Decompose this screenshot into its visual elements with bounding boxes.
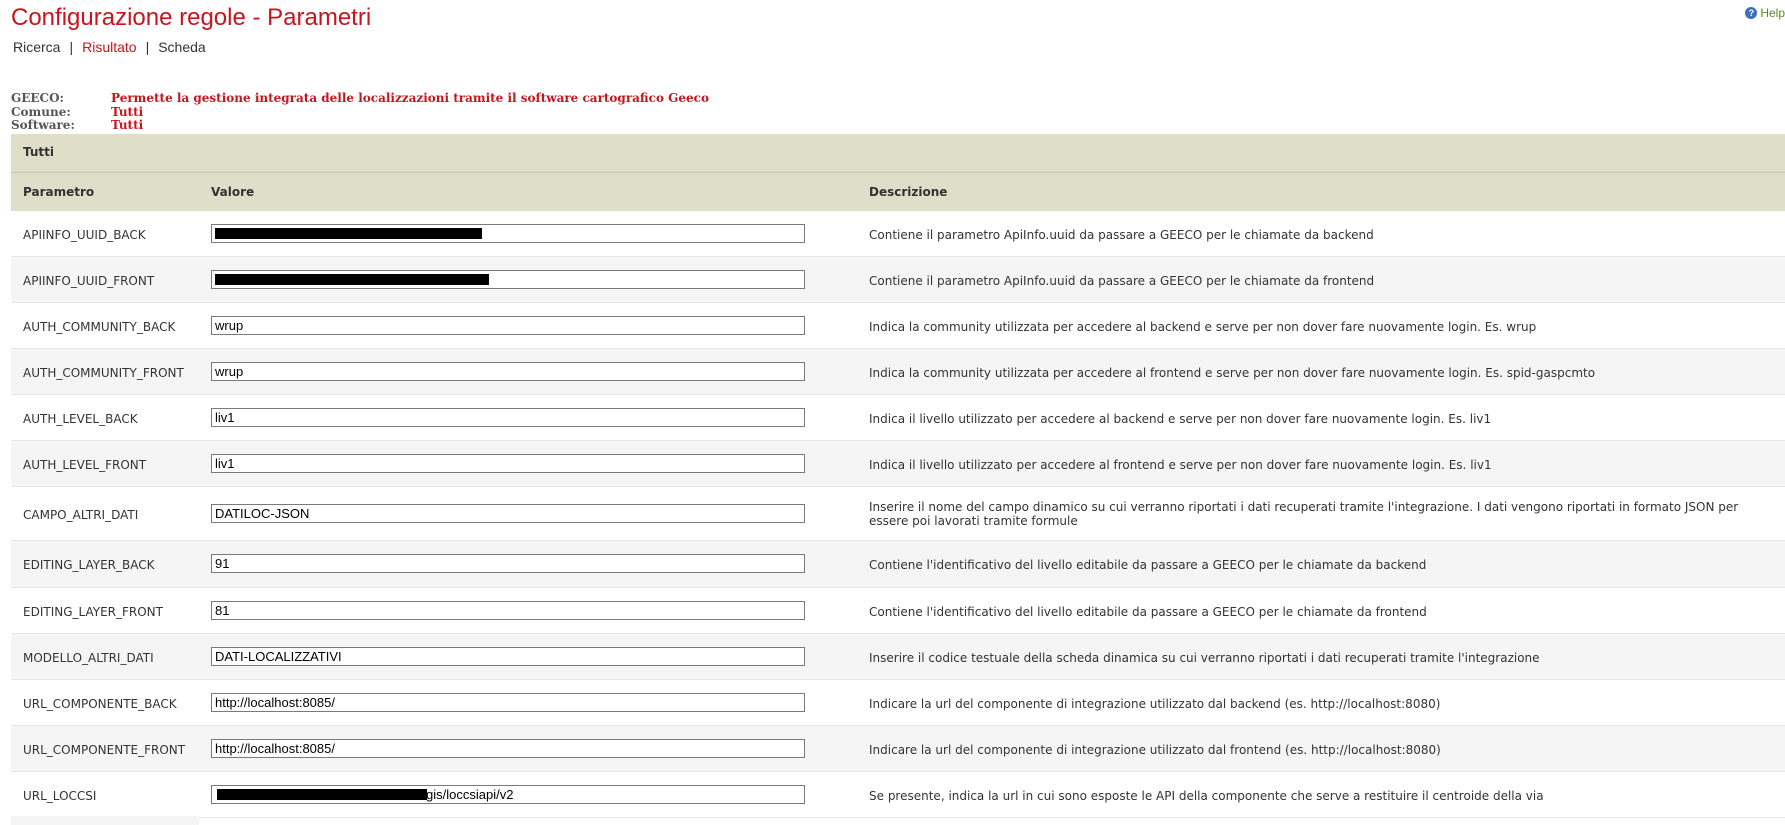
parameter-name: AUTH_LEVEL_BACK: [23, 412, 138, 426]
tab-separator: |: [145, 39, 150, 55]
question-circle-icon: ?: [1745, 7, 1757, 19]
parameter-value-input[interactable]: [211, 224, 805, 243]
geeco-value: Permette la gestione integrata delle localizzazioni tramite il software cartografico Geeco: [111, 91, 709, 105]
parameter-value-input[interactable]: [211, 316, 805, 335]
parameter-description: Contiene l'identificativo del livello editabile da passare a GEECO per le chiamate da backend: [869, 558, 1427, 572]
column-header-descrizione: Descrizione: [869, 185, 948, 199]
parameter-description: Inserire il nome del campo dinamico su cui verranno riportati i dati recuperati tramite l'integrazione. I dati vengono riportati in formato JSON per essere poi lavorati tramite formule: [869, 500, 1739, 528]
table-row: [11, 441, 1785, 487]
parameter-value-input[interactable]: [211, 647, 805, 666]
tab-ricerca[interactable]: Ricerca: [13, 39, 61, 55]
group-header: [11, 134, 1785, 173]
parameter-value-input[interactable]: [211, 739, 805, 758]
table-row: [11, 772, 1785, 818]
parameter-value-input[interactable]: [211, 270, 805, 289]
parameter-value-input[interactable]: [211, 362, 805, 381]
parameter-name: AUTH_COMMUNITY_FRONT: [23, 366, 184, 380]
column-header-parametro: Parametro: [23, 185, 95, 199]
parameter-name: MODELLO_ALTRI_DATI: [23, 651, 154, 665]
software-label: Software:: [11, 118, 75, 132]
comune-label: Comune:: [11, 104, 71, 119]
parameter-value-input[interactable]: [211, 693, 805, 712]
filter-summary: [11, 92, 709, 133]
table-row: [11, 487, 1785, 541]
parameter-value-input[interactable]: [211, 554, 805, 573]
parameter-name: AUTH_LEVEL_FRONT: [23, 458, 147, 472]
comune-value: Tutti: [111, 104, 144, 119]
page-title: Configurazione regole - Parametri: [11, 4, 372, 31]
parameter-name: URL_COMPONENTE_BACK: [23, 697, 177, 711]
parameter-description: Inserire il codice testuale della scheda dinamica su cui verranno riportati i dati recuperati tramite l'integrazione: [869, 651, 1540, 665]
parameter-description: Contiene il parametro ApiInfo.uuid da passare a GEECO per le chiamate da backend: [869, 228, 1374, 242]
table-row: [11, 541, 1785, 588]
table-row: [11, 395, 1785, 441]
geeco-label: GEECO:: [11, 91, 64, 105]
column-header-valore: Valore: [211, 185, 255, 199]
table-row: [11, 211, 1785, 257]
parameters-table: [11, 211, 1785, 818]
parameter-name: EDITING_LAYER_FRONT: [23, 605, 163, 619]
parameter-description: Contiene l'identificativo del livello editabile da passare a GEECO per le chiamate da frontend: [869, 605, 1427, 619]
column-header-row: [11, 173, 1785, 211]
parameter-value-input[interactable]: [211, 504, 805, 523]
table-row: [11, 303, 1785, 349]
parameter-name: URL_COMPONENTE_FRONT: [23, 743, 186, 757]
parameter-value-input[interactable]: [211, 601, 805, 620]
parameter-description: Indicare la url del componente di integrazione utilizzato dal frontend (es. http://localhost:8080): [869, 743, 1441, 757]
table-row: [11, 634, 1785, 680]
parameter-description: Se presente, indica la url in cui sono esposte le API della componente che serve a restituire il centroide della via: [869, 789, 1544, 803]
parameter-name: APIINFO_UUID_BACK: [23, 228, 146, 242]
table-row: [11, 257, 1785, 303]
table-row: [11, 680, 1785, 726]
parameter-description: Contiene il parametro ApiInfo.uuid da passare a GEECO per le chiamate da frontend: [869, 274, 1375, 288]
software-value: Tutti: [111, 118, 144, 132]
parameter-description: Indicare la url del componente di integrazione utilizzato dal backend (es. http://localhost:8080): [869, 697, 1441, 711]
parameter-description: Indica la community utilizzata per accedere al frontend e serve per non dover fare nuovamente login. Es. spid-gaspcmto: [869, 366, 1596, 380]
tabs-nav: [13, 39, 206, 55]
tab-separator: |: [69, 39, 74, 55]
parameter-name: URL_LOCCSI: [23, 789, 97, 803]
table-row: [11, 588, 1785, 634]
parameter-name: EDITING_LAYER_BACK: [23, 558, 155, 572]
parameter-name: CAMPO_ALTRI_DATI: [23, 508, 139, 522]
help-label: Help: [1760, 6, 1785, 20]
tab-scheda[interactable]: Scheda: [158, 39, 206, 55]
parameter-description: Indica la community utilizzata per accedere al backend e serve per non dover fare nuovamente login. Es. wrup: [869, 320, 1537, 334]
help-link[interactable]: [1745, 6, 1785, 20]
table-row: [11, 726, 1785, 772]
parameter-description: Indica il livello utilizzato per accedere al backend e serve per non dover fare nuovamente login. Es. liv1: [869, 412, 1492, 426]
group-label: Tutti: [23, 145, 54, 159]
parameter-name: APIINFO_UUID_FRONT: [23, 274, 155, 288]
parameter-value-input[interactable]: [211, 454, 805, 473]
table-footer: [11, 816, 199, 825]
table-row: [11, 349, 1785, 395]
parameter-description: Indica il livello utilizzato per accedere al frontend e serve per non dover fare nuovamente login. Es. liv1: [869, 458, 1492, 472]
parameter-name: AUTH_COMMUNITY_BACK: [23, 320, 176, 334]
tab-risultato[interactable]: Risultato: [82, 39, 137, 55]
parameter-value-input[interactable]: [211, 785, 805, 804]
parameter-value-input[interactable]: [211, 408, 805, 427]
